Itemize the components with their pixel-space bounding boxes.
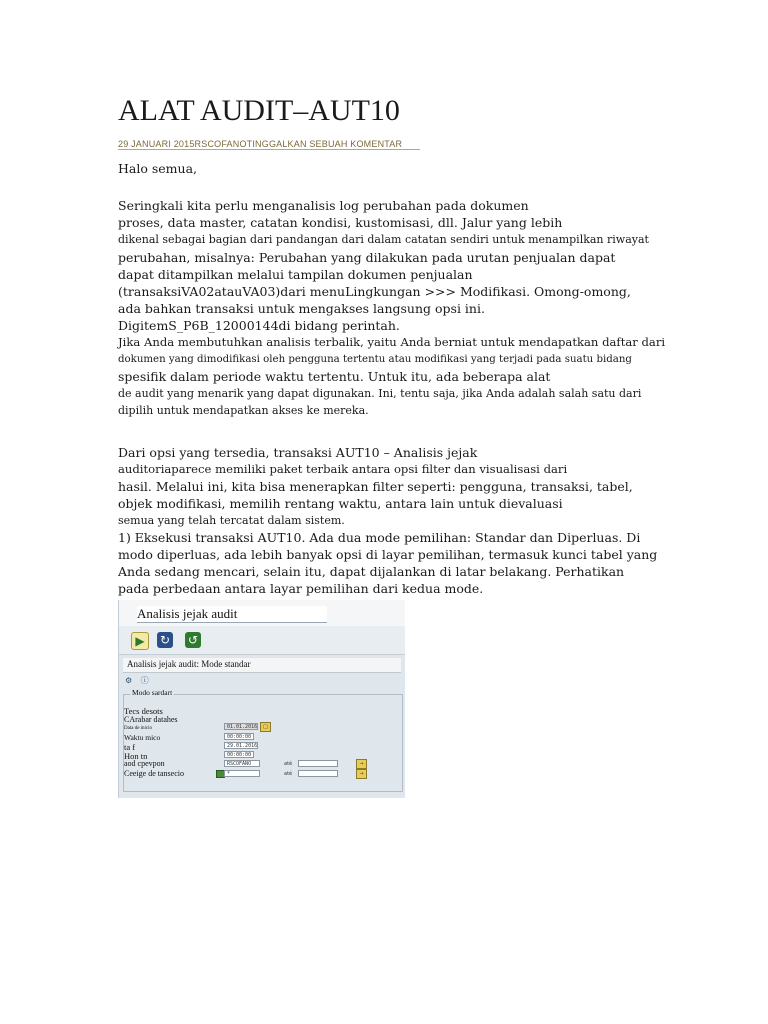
text-line: dipilih untuk mendapatkan akses ke mereka. (118, 404, 369, 417)
settings-icon[interactable]: ⚙ (125, 676, 133, 685)
field-label: CArabar datahes (124, 715, 178, 724)
to-label: até (284, 771, 293, 777)
text-line: auditoriaparece memiliki paket terbaik antara opsi filter dan visualisasi dari (118, 462, 568, 476)
text-line: dapat ditampilkan melalui tampilan dokumen penjualan (118, 267, 473, 282)
text-line: DigitemS_P6B_12000144di bidang perintah. (118, 318, 400, 333)
date-end-input[interactable]: 29.01.2016 (224, 742, 258, 749)
paragraph-2 (118, 444, 657, 597)
execute-icon[interactable]: ▶ (131, 632, 149, 650)
greeting: Halo semua, (118, 161, 197, 176)
text-line: Anda sedang mencari, selain itu, dapat dijalankan di latar belakang. Perhatikan (118, 564, 625, 579)
window-title: Analisis jejak audit (137, 606, 327, 623)
tcode-input[interactable]: * (224, 770, 260, 777)
time-start-input[interactable]: 00:00:00 (224, 733, 254, 740)
subwindow-title: Analisis jejak audit: Mode standar (127, 659, 251, 669)
text-line: Dari opsi yang tersedia, transaksi AUT10 – Analisis jejak (118, 445, 478, 460)
field-label: ta f (124, 742, 136, 752)
paragraph-1 (118, 197, 665, 419)
field-label: Hon tn (124, 751, 148, 761)
text-line: dikenal sebagai bagian dari pandangan dari dalam catatan sendiri untuk menampilkan riwayat (118, 233, 649, 246)
field-label: Tecs desots (124, 706, 163, 716)
text-line: 1) Eksekusi transaksi AUT10. Ada dua mode pemilihan: Standar dan Diperluas. Di (118, 530, 641, 545)
date-picker-button[interactable]: □ (260, 722, 271, 732)
expanded-mode-icon[interactable]: ↺ (185, 632, 201, 648)
multiple-selection-button[interactable]: → (356, 759, 367, 769)
text-line: ada bahkan transaksi untuk mengakses langsung opsi ini. (118, 301, 485, 316)
text-line: (transaksiVA02atauVA03)dari menuLingkungan >>> Modifikasi. Omong-omong, (118, 284, 631, 299)
date-start-input[interactable]: 01.01.2016 (224, 723, 258, 730)
field-label: Waktu mico (124, 733, 161, 742)
text-line: Jika Anda membutuhkan analisis terbalik, yaitu Anda berniat untuk mendapatkan daftar dari (118, 335, 666, 349)
text-line: modo diperluas, ada lebih banyak opsi di layar pemilihan, termasuk kunci tabel yang (118, 547, 658, 562)
field-label: Ceeige de tansecio (124, 769, 184, 778)
subwindow-header (123, 658, 401, 673)
field-label: aod cpevpon (124, 759, 165, 768)
sap-screenshot (118, 600, 405, 798)
to-label: até (284, 761, 293, 767)
group-label: Modo sardart (132, 688, 173, 697)
text-line: hasil. Melalui ini, kita bisa menerapkan filter seperti: pengguna, transaksi, tabel, (118, 479, 633, 494)
mini-toolbar (125, 675, 149, 686)
toolbar (119, 626, 405, 655)
text-line: dokumen yang dimodifikasi oleh pengguna tertentu atau modifikasi yang terjadi pada suatu bidang (118, 354, 632, 365)
text-line: proses, data master, catatan kondisi, kustomisasi, dll. Jalur yang lebih (118, 215, 563, 230)
multiple-selection-button[interactable]: → (356, 769, 367, 779)
text-line: semua yang telah tercatat dalam sistem. (118, 514, 345, 527)
selection-group (123, 688, 403, 792)
time-end-input[interactable]: 00:00:00 (224, 751, 254, 758)
text-line: de audit yang menarik yang dapat digunakan. Ini, tentu saja, jika Anda adalah salah satu dari (118, 387, 642, 400)
text-line: perubahan, misalnya: Perubahan yang dilakukan pada urutan penjualan dapat (118, 250, 616, 265)
info-icon[interactable]: ⓘ (140, 676, 149, 685)
page-title: ALAT AUDIT–AUT10 (118, 94, 400, 127)
window-titlebar (119, 600, 405, 627)
save-variant-icon[interactable]: ↻ (157, 632, 173, 648)
text-line: pada perbedaan antara layar pemilihan dari kedua mode. (118, 581, 484, 596)
user-input[interactable]: RSCOFANO (224, 760, 260, 767)
user-to-input[interactable] (298, 760, 338, 767)
post-meta-link[interactable]: 29 JANUARI 2015RSCOFANOTINGGALKAN SEBUAH KOMENTAR (118, 139, 420, 150)
text-line: spesifik dalam periode waktu tertentu. Untuk itu, ada beberapa alat (118, 369, 551, 384)
tcode-to-input[interactable] (298, 770, 338, 777)
text-line: Seringkali kita perlu menganalisis log perubahan pada dokumen (118, 198, 529, 213)
text-line: objek modifikasi, memilih rentang waktu, antara lain untuk dievaluasi (118, 496, 563, 511)
field-label: Data de inicio (124, 726, 153, 731)
